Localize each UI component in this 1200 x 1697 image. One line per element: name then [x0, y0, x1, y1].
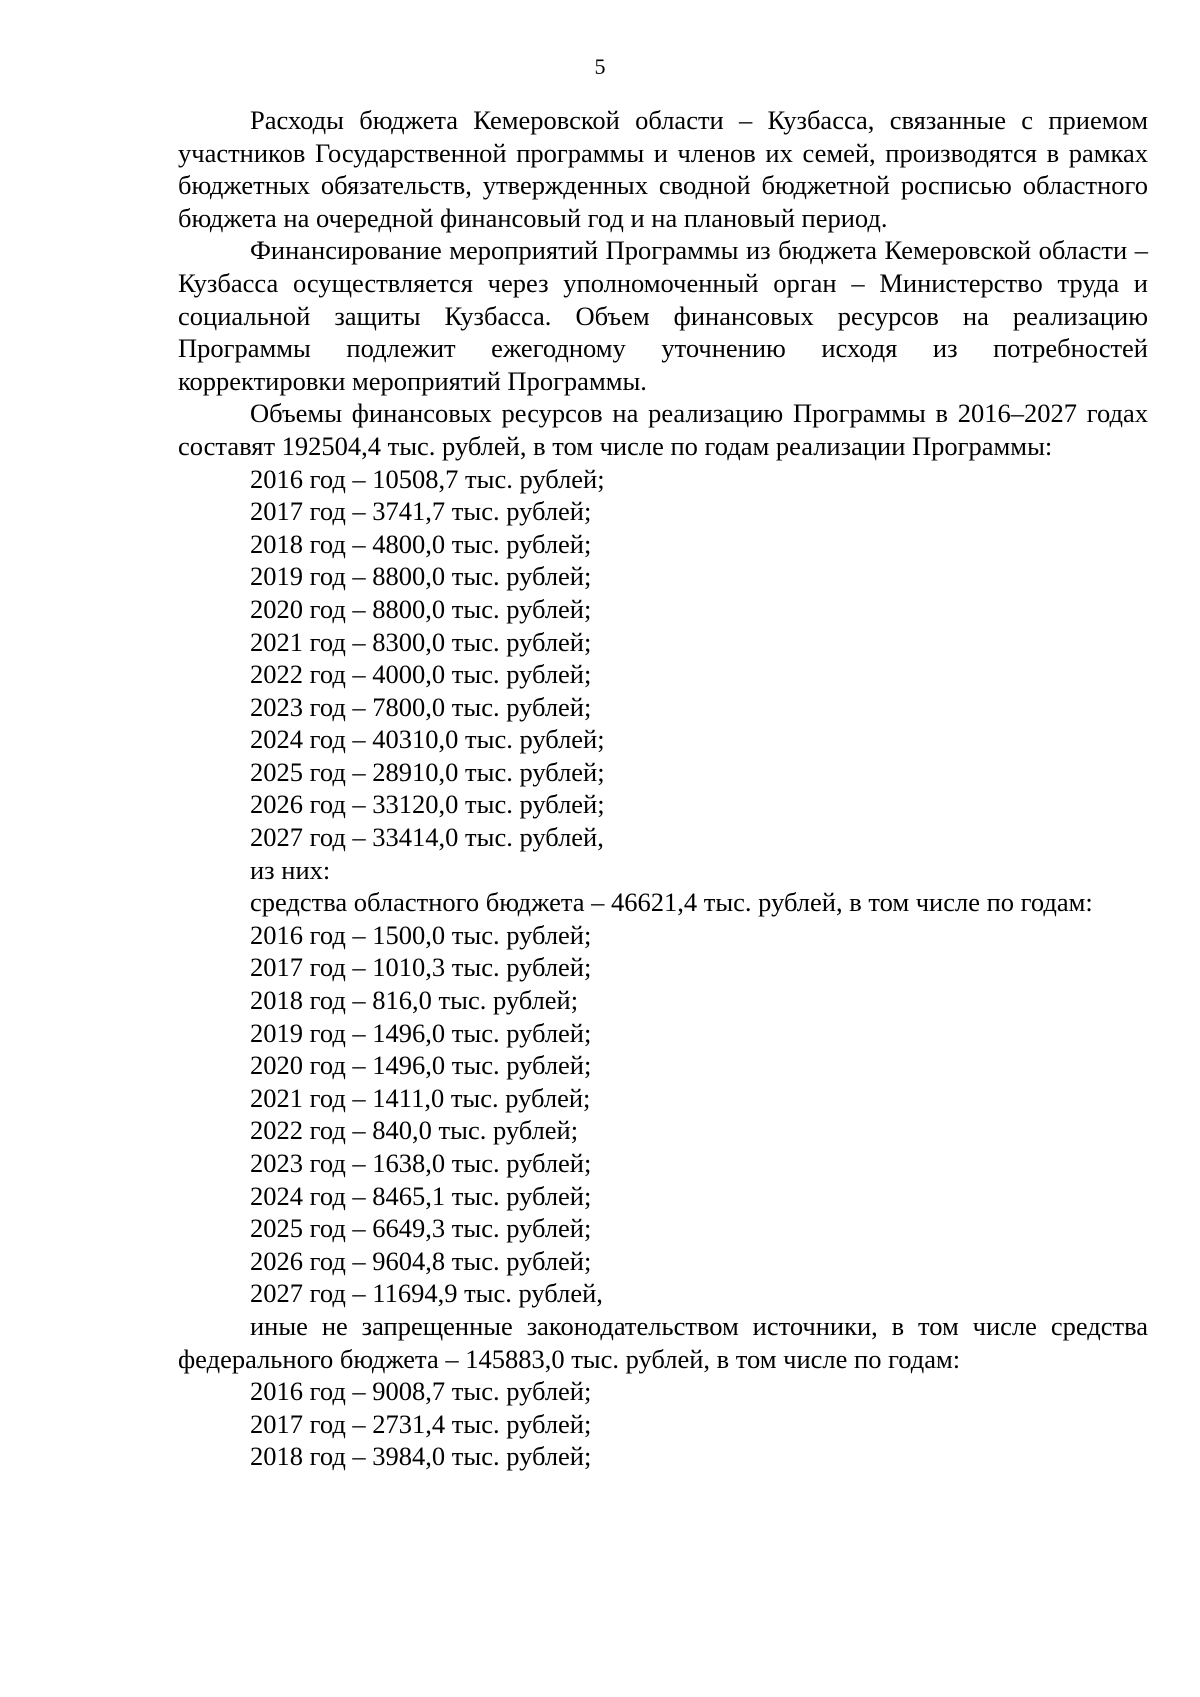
- list-item: 2018 год – 3984,0 тыс. рублей;: [250, 1441, 592, 1472]
- list-item: 2025 год – 6649,3 тыс. рублей;: [250, 1213, 592, 1244]
- list-item: 2027 год – 11694,9 тыс. рублей,: [250, 1278, 603, 1309]
- list-item: 2019 год – 8800,0 тыс. рублей;: [250, 561, 592, 592]
- list-item: 2025 год – 28910,0 тыс. рублей;: [250, 756, 605, 787]
- list-item: 2024 год – 8465,1 тыс. рублей;: [250, 1180, 592, 1211]
- list-item: 2024 год – 40310,0 тыс. рублей;: [250, 724, 605, 755]
- paragraph-financing: Финансирование мероприятий Программы из бюджета Кемеровской области – Кузбасса осуществляется через уполномоченный орган – Министерство труда и социальной защиты Кузбасса. Объем финансовых ресурсов на реализацию Программы подлежит ежегодному уточнению исходя из потребностей корректировки мероприятий Программы.: [178, 235, 1148, 396]
- list-item: 2021 год – 8300,0 тыс. рублей;: [250, 626, 592, 657]
- list-item: 2020 год – 1496,0 тыс. рублей;: [250, 1050, 592, 1081]
- list-item: 2026 год – 9604,8 тыс. рублей;: [250, 1245, 592, 1276]
- list-item: 2016 год – 9008,7 тыс. рублей;: [250, 1376, 592, 1407]
- total-by-year-list: [178, 463, 1148, 854]
- list-item: 2026 год – 33120,0 тыс. рублей;: [250, 789, 605, 820]
- list-item: 2023 год – 7800,0 тыс. рублей;: [250, 691, 592, 722]
- paragraph-budget-expenses: Расходы бюджета Кемеровской области – Кузбасса, связанные с приемом участников Государственной программы и членов их семей, производятся в рамках бюджетных обязательств, утвержденных сводной бюджетной росписью областного бюджета на очередной финансовый год и на плановый период.: [178, 105, 1148, 233]
- list-item: 2018 год – 816,0 тыс. рублей;: [250, 985, 579, 1016]
- list-item: 2019 год – 1496,0 тыс. рублей;: [250, 1017, 592, 1048]
- list-item: 2027 год – 33414,0 тыс. рублей,: [250, 822, 604, 853]
- list-item: 2017 год – 2731,4 тыс. рублей;: [250, 1408, 592, 1439]
- list-item: 2020 год – 8800,0 тыс. рублей;: [250, 593, 592, 624]
- paragraph-total-volume: Объемы финансовых ресурсов на реализацию Программы в 2016–2027 годах составят 192504,4 тыс. рублей, в том числе по годам реализации Программы:: [178, 398, 1148, 461]
- of-them-label: из них:: [250, 854, 331, 885]
- federal-by-year-list: [178, 1375, 1148, 1473]
- list-item: 2016 год – 1500,0 тыс. рублей;: [250, 919, 592, 950]
- list-item: 2016 год – 10508,7 тыс. рублей;: [250, 463, 605, 494]
- page-number: 5: [594, 54, 606, 79]
- list-item: 2022 год – 4000,0 тыс. рублей;: [250, 659, 592, 690]
- list-item: 2017 год – 3741,7 тыс. рублей;: [250, 496, 592, 527]
- paragraph-federal-budget: иные не запрещенные законодательством источники, в том числе средства федерального бюджета – 145883,0 тыс. рублей, в том числе по годам:: [178, 1310, 1148, 1374]
- list-item: 2023 год – 1638,0 тыс. рублей;: [250, 1148, 592, 1178]
- document-body: [178, 104, 1148, 1473]
- list-item: 2017 год – 1010,3 тыс. рублей;: [250, 952, 592, 983]
- list-item: 2022 год – 840,0 тыс. рублей;: [250, 1115, 579, 1146]
- list-item: 2018 год – 4800,0 тыс. рублей;: [250, 528, 592, 559]
- paragraph-regional-budget: средства областного бюджета – 46621,4 тыс. рублей, в том числе по годам:: [250, 887, 1093, 918]
- regional-by-year-list: [178, 919, 1148, 1310]
- list-item: 2021 год – 1411,0 тыс. рублей;: [250, 1082, 591, 1113]
